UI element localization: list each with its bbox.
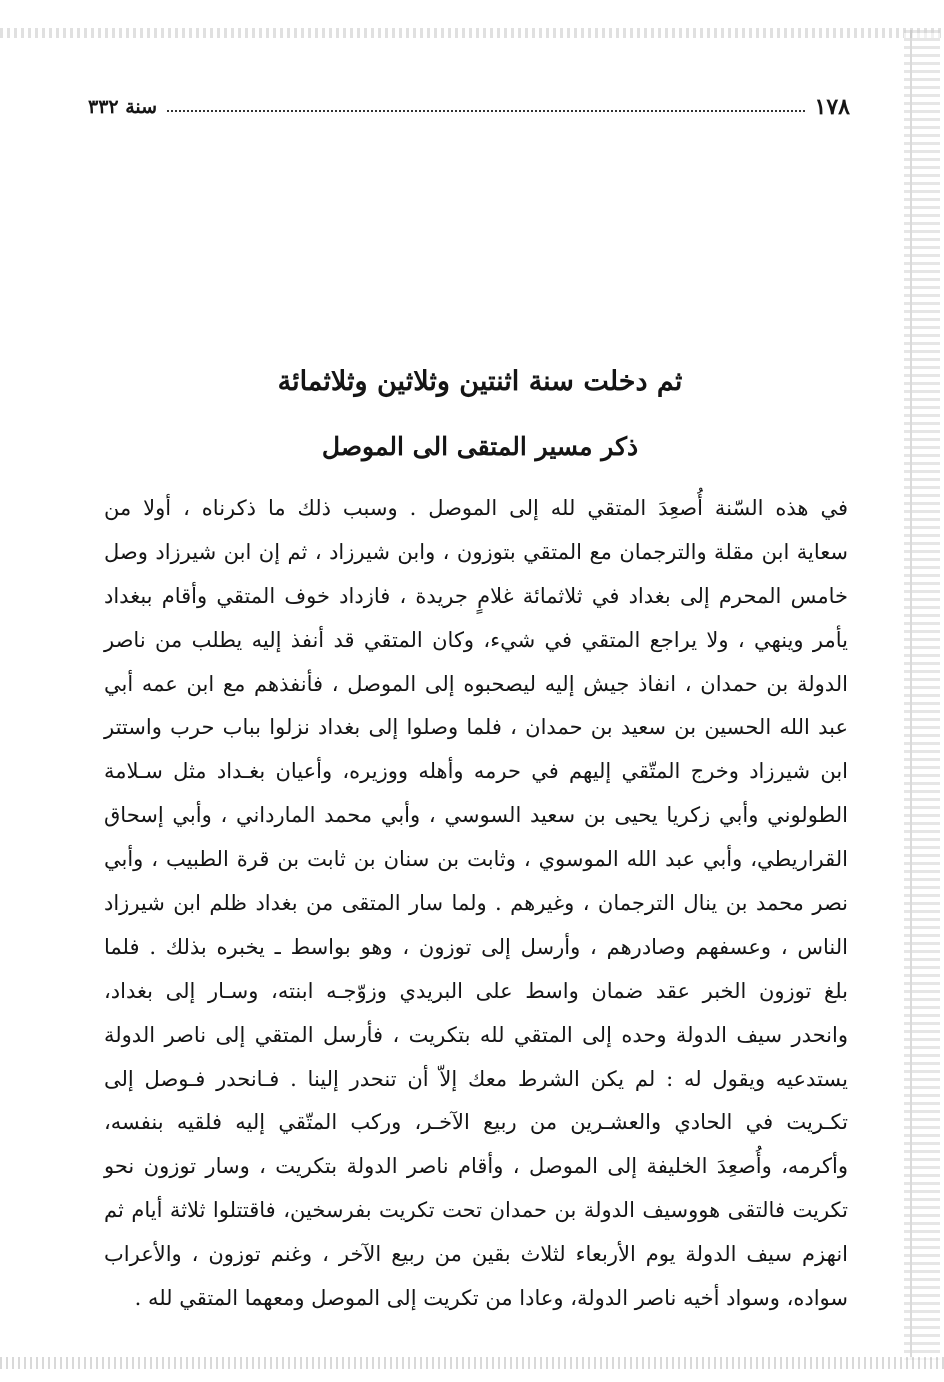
body-line: وانحدر سيف الدولة وحده إلى المتقي لله بتكريت ، فأرسل المتقي إلى ناصر الدولة <box>104 1022 848 1047</box>
body-line: القراريطي، وأبي عبد الله الموسوي ، وثابت بن سنان بن ثابت بن قرة الطبيب ، وأبي <box>104 847 848 872</box>
body-line: الطولوني وأبي زكريا يحيى بن سعيد السوسي ، وأبي محمد المارداني ، وأبي إسحاق <box>104 803 848 828</box>
running-head-year: سنة ٣٣٢ <box>88 96 158 118</box>
body-line: في هذه السّنة أُصعِدَ المتقي لله إلى الموصل . وسبب ذلك ما ذكرناه ، أولا من <box>104 496 848 520</box>
body-line: وأكرمه، وأُصعِدَ الخليفة إلى الموصل ، وأقام ناصر الدولة بتكريت ، وسار توزون نحو <box>104 1154 848 1179</box>
chapter-title: ثم دخلت سنة اثنتين وثلاثين وثلاثمائة <box>277 366 683 397</box>
body-line: ابن شيرزاد وخرج المتّقي إليهم في حرمه وأهله ووزيره، وأعيان بغـداد مثل سـلامة <box>104 759 848 784</box>
body-line: تكـريت في الحادي والعشـرين من ربيع الآخـر، وركب المتّقي إليه فلقيه بنفسه، <box>104 1110 848 1135</box>
body-paragraph <box>104 487 848 1321</box>
scan-border-bottom <box>0 1357 944 1369</box>
body-line-last: سواده، وسواد أخيه ناصر الدولة، وعادا من تكريت إلى الموصل ومعهما المتقي لله . <box>134 1286 848 1311</box>
running-head <box>88 92 850 122</box>
body-line: تكريت فالتقى هووسيف الدولة بن حمدان تحت تكريت بفرسخين، فاقتتلوا ثلاثة أيام ثم <box>104 1198 848 1223</box>
section-subtitle: ذكر مسير المتقى الى الموصل <box>321 432 639 461</box>
body-line: نصر محمد بن ينال الترجمان ، وغيرهم . ولما سار المتقى من بغداد ظلم ابن شيرزاد <box>104 891 848 916</box>
running-head-leader-dots <box>167 110 804 112</box>
scan-border-top <box>0 28 944 38</box>
body-line: سعاية ابن مقلة والترجمان مع المتقي بتوزون ، وابن شيرزاد ، ثم إن ابن شيرزاد وصل <box>104 539 848 564</box>
body-line: يستدعيه ويقول له : لم يكن الشرط معك إلاّ أن تنحدر إلينا . فـانحدر فـوصل إلى <box>104 1066 848 1091</box>
body-line: عبد الله الحسين بن سعيد بن حمدان ، فلما وصلوا إلى بغداد نزلوا بباب حرب واستتر <box>104 715 848 740</box>
body-line: يأمر وينهي ، ولا يراجع المتقي في شيء، وكان المتقي قد أنفذ إليه يطلب من ناصر <box>104 627 848 652</box>
body-line: الناس ، وعسفهم وصادرهم ، وأرسل إلى توزون ، وهو بواسط ـ يخبره بذلك . فلما <box>104 934 848 959</box>
body-line: بلغ توزون الخبر عقد ضمان واسط على البريدي وزوّجـه ابنته، وسـار إلى بغداد، <box>104 978 848 1003</box>
body-line: خامس المحرم إلى بغداد في ثلاثمائة غلامٍ جريدة ، فازداد خوف المتقي وأقام ببغداد <box>104 583 848 608</box>
scan-border-right <box>904 30 940 1360</box>
body-line: انهزم سيف الدولة يوم الأربعاء لثلاث بقين من ربيع الآخر ، وغنم توزون ، والأعراب <box>104 1242 848 1267</box>
page-number: ١٧٨ <box>814 94 850 120</box>
body-line: الدولة بن حمدان ، انفاذ جيش إليه ليصحبوه إلى الموصل ، فأنفذهم مع ابن عمه أبي <box>104 671 848 696</box>
